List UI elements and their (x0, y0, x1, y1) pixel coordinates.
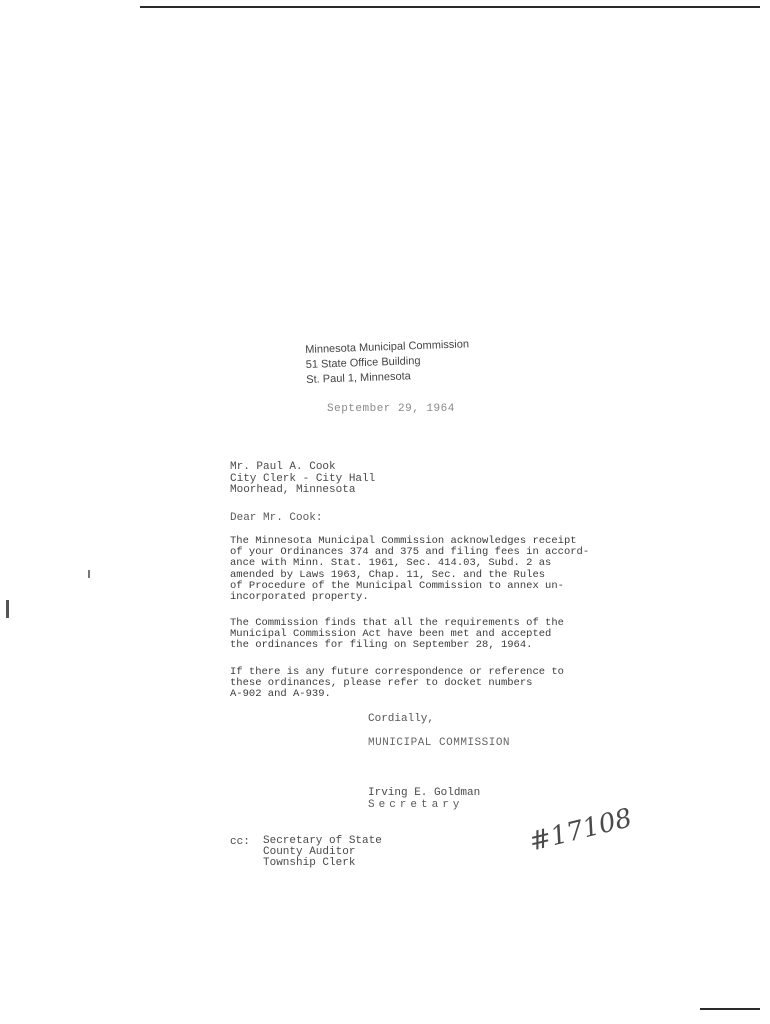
paragraph-line: the ordinances for filing on September 28, 1964. (230, 639, 533, 652)
scan-edge-bottom (700, 1008, 760, 1010)
letterhead-line: St. Paul 1, Minnesota (306, 370, 411, 386)
paragraph-line: of Procedure of the Municipal Commission to annex un- (230, 579, 564, 592)
paragraph-line: The Commission finds that all the requirements of the (230, 617, 564, 629)
commission-name: MUNICIPAL COMMISSION (368, 737, 511, 749)
body-paragraph-2 (230, 618, 610, 652)
paragraph-line: these ordinances, please refer to docket numbers (230, 677, 533, 690)
cc-recipient: County Auditor (263, 846, 356, 858)
body-paragraph-1 (230, 536, 610, 603)
closing: Cordially, (368, 713, 435, 725)
margin-mark (6, 600, 9, 618)
recipient-line: Mr. Paul A. Cook (230, 461, 336, 473)
letterhead-line: Minnesota Municipal Commission (305, 338, 470, 356)
cc-label: cc: (230, 836, 250, 848)
scan-edge-top (140, 6, 760, 8)
signer-name: Irving E. Goldman (368, 787, 481, 799)
paragraph-line: of your Ordinances 374 and 375 and filing fees in accord- (230, 546, 590, 559)
recipient-line: Moorhead, Minnesota (230, 484, 356, 496)
salutation: Dear Mr. Cook: (230, 512, 323, 524)
paragraph-line: amended by Laws 1963, Chap. 11, Sec. and the Rules (230, 568, 546, 581)
signer-title: Secretary (368, 799, 464, 811)
recipient-address (230, 462, 375, 497)
paragraph-line: A-902 and A-939. (230, 688, 331, 701)
body-paragraph-3 (230, 667, 610, 701)
paragraph-line: The Minnesota Municipal Commission acknowledges receipt (230, 535, 577, 547)
cc-recipient: Township Clerk (263, 857, 356, 869)
cc-list (263, 836, 382, 869)
letterhead-stamp (305, 337, 470, 388)
paragraph-line: incorporated property. (230, 591, 369, 604)
paragraph-line: Municipal Commission Act have been met and accepted (230, 628, 552, 641)
margin-mark (88, 570, 90, 578)
letter-date: September 29, 1964 (327, 403, 455, 415)
paragraph-line: ance with Minn. Stat. 1961, Sec. 414.03, Subd. 2 as (230, 557, 552, 570)
letterhead-line: 51 State Office Building (305, 354, 421, 371)
paragraph-line: If there is any future correspondence or reference to (230, 666, 564, 678)
handwritten-docket-number: #17108 (526, 803, 636, 858)
cc-recipient: Secretary of State (263, 835, 382, 847)
recipient-line: City Clerk - City Hall (230, 472, 376, 485)
